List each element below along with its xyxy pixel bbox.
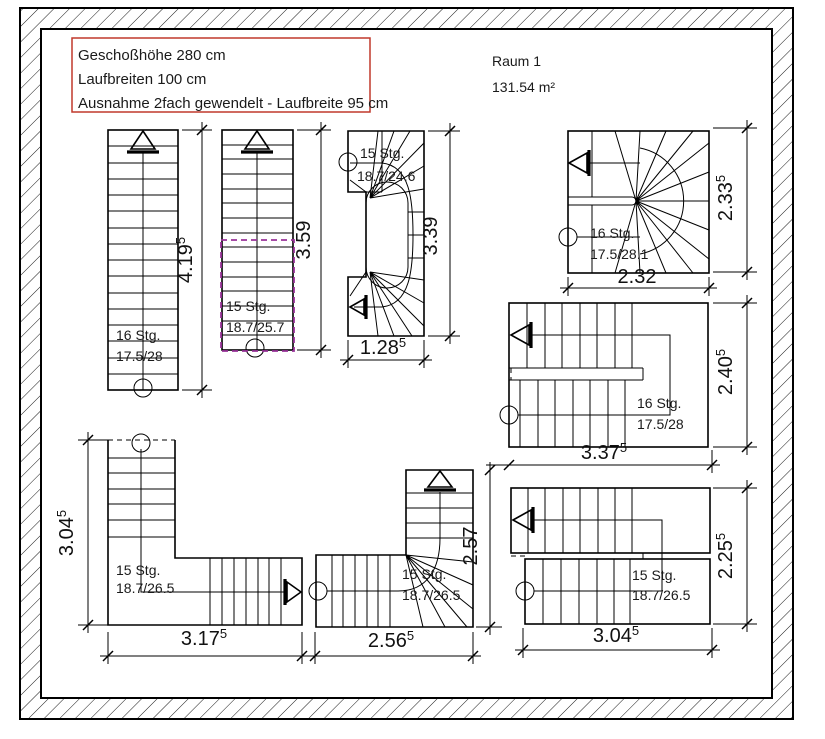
stair-l-winder-15[interactable] bbox=[309, 470, 473, 627]
dim-text-horizontal: 3.04$^5$ bbox=[592, 623, 640, 647]
info-line-2: Laufbreiten 100 cm bbox=[78, 71, 207, 88]
stair-label: 16 Stg. bbox=[116, 327, 161, 343]
stair-label: 15 Stg. bbox=[360, 145, 405, 161]
dim-text-horizontal: 3.37$^5$ bbox=[580, 440, 628, 464]
stair-label: 15 Stg. bbox=[632, 567, 677, 583]
stair-label: 18.7/25.7 bbox=[226, 319, 285, 335]
stair-outline bbox=[108, 440, 302, 625]
info-box[interactable] bbox=[72, 38, 388, 112]
treads bbox=[108, 458, 281, 625]
stair-label: 18.7/26.5 bbox=[116, 580, 175, 596]
dim-text-vertical: 3.39 bbox=[420, 216, 442, 256]
start-circle bbox=[246, 339, 264, 357]
dim-text-horizontal: 3.17$^5$ bbox=[180, 626, 228, 650]
stair-label: 15 Stg. bbox=[116, 562, 161, 578]
dim-text-vertical: 3.59 bbox=[293, 220, 315, 260]
stair-label: 17.5/28 bbox=[116, 348, 163, 364]
stair-label: 18.7/26.5 bbox=[402, 587, 461, 603]
info-line-3: Ausnahme 2fach gewendelt - Laufbreite 95 cm bbox=[78, 95, 389, 112]
dim-text-vertical: 2.40$^5$ bbox=[713, 348, 737, 396]
dim-text-horizontal: 2.32 bbox=[617, 266, 657, 288]
stair-label: 18.7/26.5 bbox=[632, 587, 691, 603]
stair-well bbox=[525, 553, 643, 559]
stair-label: 16 Stg. bbox=[590, 225, 635, 241]
dim-text-vertical: 3.04$^5$ bbox=[54, 509, 78, 557]
stair-label: 16 Stg. bbox=[637, 395, 682, 411]
treads bbox=[332, 493, 473, 627]
stair-label: 17.5/28.1 bbox=[590, 246, 649, 262]
dim-text-vertical: 4.19$^5$ bbox=[173, 236, 197, 284]
stair-straight-16[interactable] bbox=[108, 130, 178, 397]
stair-half-turn-winder-15[interactable] bbox=[339, 131, 424, 336]
stair-outline bbox=[316, 470, 473, 627]
stair-well bbox=[568, 197, 636, 205]
stair-l-landing-15[interactable] bbox=[108, 434, 302, 625]
stair-label: 18.7/24.6 bbox=[357, 168, 416, 184]
stair-label: 15 Stg. bbox=[402, 566, 447, 582]
stair-label: 15 Stg. bbox=[226, 298, 271, 314]
stair-label: 17.5/28 bbox=[637, 416, 684, 432]
room-area: 131.54 m² bbox=[492, 79, 556, 95]
dim-text-horizontal: 2.56$^5$ bbox=[367, 628, 415, 652]
direction-arrow bbox=[428, 471, 452, 487]
direction-arrow bbox=[569, 153, 587, 173]
stair-half-turn-landing-16[interactable] bbox=[500, 303, 708, 447]
direction-arrow bbox=[511, 325, 529, 345]
start-circle bbox=[309, 582, 327, 600]
dim-text-vertical: 2.33$^5$ bbox=[713, 174, 737, 222]
stair-half-turn-landing-15[interactable] bbox=[511, 488, 710, 624]
direction-arrow bbox=[287, 582, 301, 602]
stair-well bbox=[509, 368, 643, 380]
dim-text-vertical: 2.57 bbox=[460, 526, 482, 566]
room-label bbox=[492, 53, 555, 95]
dim-text-vertical: 2.25$^5$ bbox=[713, 532, 737, 580]
treads bbox=[528, 488, 632, 624]
direction-arrow bbox=[245, 131, 269, 149]
room-name: Raum 1 bbox=[492, 53, 542, 69]
info-line-1: Geschoßhöhe 280 cm bbox=[78, 47, 226, 64]
dim-text-horizontal: 1.28$^5$ bbox=[359, 335, 407, 359]
stair-half-turn-winder-16[interactable] bbox=[559, 131, 709, 273]
stair-straight-15[interactable] bbox=[222, 130, 293, 357]
treads bbox=[520, 303, 632, 447]
